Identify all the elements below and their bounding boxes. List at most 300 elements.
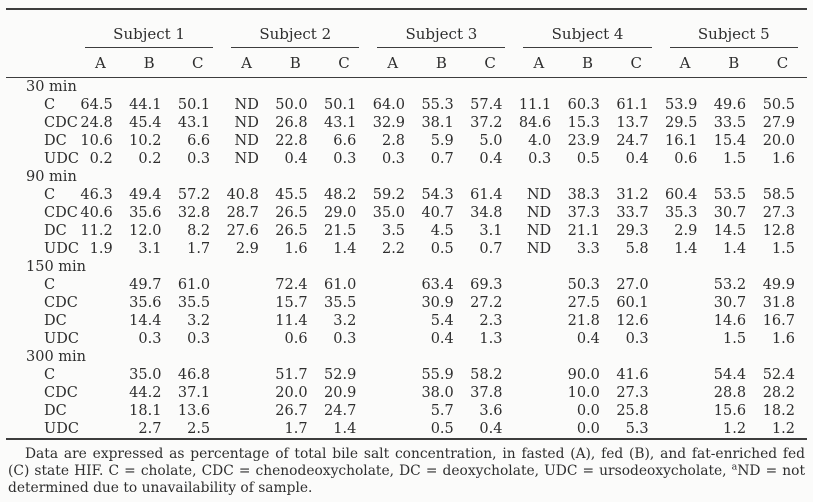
value-cell: 2.2 [381, 241, 406, 257]
value-cell [76, 276, 125, 294]
value-cell: 55.9 [421, 367, 454, 383]
value-cell: 1.9 [89, 241, 113, 257]
time-row [6, 78, 807, 97]
value-cell: 5.4 [430, 313, 454, 329]
value-cell: 2.7 [138, 421, 162, 437]
value-cell: 5.9 [430, 133, 454, 149]
value-cell: 63.4 [421, 277, 454, 293]
value-cell: 27.6 [226, 223, 259, 239]
value-cell: 27.2 [470, 295, 503, 311]
value-cell: ND [526, 241, 552, 257]
value-cell: 26.7 [275, 403, 308, 419]
time-row [6, 258, 807, 276]
value-cell: 14.6 [713, 313, 747, 329]
value-cell: 21.8 [567, 313, 600, 329]
value-cell: 1.4 [674, 241, 698, 257]
value-cell: 0.4 [625, 151, 649, 167]
subject-header [76, 10, 222, 48]
value-cell [368, 366, 417, 384]
bile-salt-label: C [44, 277, 56, 293]
value-cell: 0.5 [430, 421, 454, 437]
value-cell: 40.7 [421, 205, 454, 221]
value-cell: 35.0 [372, 205, 406, 221]
value-cell: 48.2 [324, 187, 357, 203]
subject-label: Subject 3 [377, 23, 505, 48]
value-cell [76, 402, 125, 420]
value-cell [76, 294, 125, 312]
state-column-header: B [563, 48, 612, 78]
subject-header [661, 10, 807, 48]
value-cell: 58.5 [762, 187, 795, 203]
bile-salt-label: UDC [44, 331, 79, 347]
value-cell [514, 366, 563, 384]
value-cell [222, 384, 271, 402]
value-cell: 57.2 [177, 187, 211, 203]
value-cell: 3.2 [187, 313, 211, 329]
table-row [6, 204, 807, 222]
table-bottom-rule [6, 438, 807, 440]
value-cell: 38.0 [421, 385, 454, 401]
footnote-superscript-marker: a [731, 461, 738, 473]
value-cell: 35.5 [324, 295, 357, 311]
value-cell: 57.4 [470, 97, 503, 113]
state-column-header: C [320, 48, 369, 78]
value-cell: 11.2 [80, 223, 113, 239]
value-cell: 11.4 [275, 313, 308, 329]
value-cell: 27.5 [567, 295, 600, 311]
bile-salt-label: UDC [44, 151, 79, 167]
value-cell: 1.4 [333, 241, 357, 257]
value-cell: 1.6 [284, 241, 308, 257]
value-cell: ND [234, 97, 259, 113]
value-cell: 54.4 [713, 367, 747, 383]
value-cell: 33.5 [713, 115, 747, 131]
bile-salt-label: DC [44, 223, 67, 239]
subject-label: Subject 5 [670, 23, 798, 48]
value-cell [76, 366, 125, 384]
state-column-header: A [661, 48, 710, 78]
value-cell [76, 330, 125, 348]
value-cell: 46.3 [80, 187, 113, 203]
footnote-text-before: Data are expressed as percentage of total bile salt concentration, in fasted (A), fed (B), and fat-enriched fed (C) state HIF. C = cholate, CDC = chenodeoxycholate, DC = deoxycholate, UDC = ursodeoxycholate, [8, 446, 805, 479]
value-cell: 0.5 [576, 151, 600, 167]
value-cell: 43.1 [324, 115, 357, 131]
value-cell: 3.1 [138, 241, 162, 257]
value-cell: 61.0 [324, 277, 357, 293]
value-cell: 0.4 [479, 151, 503, 167]
table-row [6, 330, 807, 348]
value-cell: 31.8 [762, 295, 795, 311]
value-cell: 37.2 [470, 115, 503, 131]
value-cell: 0.3 [187, 151, 211, 167]
value-cell: 10.2 [129, 133, 162, 149]
value-cell: 30.9 [421, 295, 454, 311]
time-row [6, 168, 807, 186]
value-cell: 53.9 [665, 97, 698, 113]
value-cell: 28.8 [713, 385, 747, 401]
bile-salt-label: CDC [44, 295, 78, 311]
value-cell: 14.4 [129, 313, 162, 329]
value-cell: 1.7 [284, 421, 308, 437]
value-cell: ND [526, 187, 552, 203]
value-cell: 3.5 [381, 223, 406, 239]
value-cell: 35.5 [177, 295, 211, 311]
state-column-header: C [758, 48, 807, 78]
value-cell: 0.3 [333, 331, 357, 347]
value-cell: 3.6 [479, 403, 503, 419]
value-cell: 1.3 [479, 331, 503, 347]
table-row [6, 420, 807, 438]
value-cell: 1.4 [333, 421, 357, 437]
value-cell: 0.7 [479, 241, 503, 257]
value-cell: 8.2 [187, 223, 211, 239]
value-cell: 37.8 [470, 385, 503, 401]
value-cell: 44.2 [129, 385, 162, 401]
value-cell: 32.9 [372, 115, 406, 131]
value-cell: 6.6 [333, 133, 357, 149]
value-cell: 10.6 [80, 133, 113, 149]
value-cell: 29.0 [324, 205, 357, 221]
value-cell: 0.0 [576, 403, 600, 419]
table-row [6, 222, 807, 240]
table-row [6, 186, 807, 204]
value-cell: 2.3 [479, 313, 503, 329]
value-cell: 60.3 [567, 97, 600, 113]
value-cell: 5.3 [625, 421, 649, 437]
value-cell: 38.1 [421, 115, 454, 131]
state-column-header: B [271, 48, 320, 78]
value-cell [222, 294, 271, 312]
value-cell: 1.2 [723, 421, 747, 437]
value-cell: 23.9 [567, 133, 600, 149]
value-cell: 28.2 [762, 385, 795, 401]
value-cell: 0.3 [333, 151, 357, 167]
value-cell [661, 276, 710, 294]
value-cell: 0.7 [430, 151, 454, 167]
value-cell [368, 294, 417, 312]
value-cell: 46.8 [177, 367, 211, 383]
value-cell: 1.6 [771, 331, 795, 347]
value-cell: 32.8 [177, 205, 211, 221]
value-cell: 21.1 [567, 223, 600, 239]
value-cell: 35.0 [129, 367, 162, 383]
value-cell: 50.3 [567, 277, 600, 293]
value-cell [368, 312, 417, 330]
subject-label: Subject 1 [85, 23, 213, 48]
value-cell: 35.6 [129, 295, 162, 311]
value-cell [661, 366, 710, 384]
value-cell [514, 402, 563, 420]
value-cell: ND [234, 115, 259, 131]
value-cell: 0.4 [576, 331, 600, 347]
bile-salt-label: UDC [44, 241, 79, 257]
value-cell: 0.3 [187, 331, 211, 347]
value-cell: 11.1 [518, 97, 552, 113]
value-cell: 0.3 [625, 331, 649, 347]
value-cell: 12.6 [616, 313, 649, 329]
subject-header [368, 10, 514, 48]
value-cell: 41.6 [616, 367, 649, 383]
value-cell: 16.7 [762, 313, 795, 329]
footnote-text-after: ND = not determined due to unavailability of sample. [8, 462, 805, 496]
subject-header-row [6, 10, 807, 48]
value-cell [222, 402, 271, 420]
value-cell: 0.6 [284, 331, 308, 347]
value-cell: 45.5 [275, 187, 308, 203]
value-cell: 16.1 [665, 133, 698, 149]
state-column-header: C [466, 48, 515, 78]
value-cell: 24.7 [324, 403, 357, 419]
table-row [6, 312, 807, 330]
value-cell: 27.3 [616, 385, 649, 401]
value-cell: 38.3 [567, 187, 600, 203]
value-cell: 13.6 [177, 403, 211, 419]
value-cell: 44.1 [129, 97, 162, 113]
table-row [6, 384, 807, 402]
table-row [6, 366, 807, 384]
value-cell: 43.1 [177, 115, 211, 131]
value-cell: 50.1 [324, 97, 357, 113]
bile-salt-label: DC [44, 313, 67, 329]
value-cell [514, 312, 563, 330]
value-cell: 2.9 [235, 241, 259, 257]
value-cell [514, 420, 563, 438]
value-cell: 40.8 [226, 187, 259, 203]
value-cell [661, 330, 710, 348]
corner-cell [6, 48, 76, 78]
value-cell: 31.2 [616, 187, 649, 203]
bile-salt-label: CDC [44, 385, 78, 401]
state-column-header: C [612, 48, 661, 78]
value-cell: 25.8 [616, 403, 649, 419]
value-cell: 21.5 [324, 223, 357, 239]
value-cell: 2.8 [381, 133, 406, 149]
value-cell: 50.5 [762, 97, 795, 113]
value-cell: 0.4 [430, 331, 454, 347]
value-cell: 5.0 [479, 133, 503, 149]
table-header [6, 10, 807, 78]
value-cell: 13.7 [616, 115, 649, 131]
value-cell: 3.3 [576, 241, 600, 257]
value-cell: 35.6 [129, 205, 162, 221]
value-cell: ND [234, 133, 259, 149]
value-cell: ND [234, 151, 259, 167]
value-cell [368, 402, 417, 420]
value-cell [76, 312, 125, 330]
value-cell: 30.7 [713, 205, 747, 221]
subject-header [514, 10, 660, 48]
value-cell: 61.0 [177, 277, 211, 293]
value-cell: 52.9 [324, 367, 357, 383]
state-column-header: B [709, 48, 758, 78]
value-cell: ND [526, 205, 552, 221]
value-cell: 0.0 [576, 421, 600, 437]
table-footnote [8, 446, 805, 496]
value-cell [661, 420, 710, 438]
value-cell: 12.8 [762, 223, 795, 239]
value-cell: 49.7 [129, 277, 162, 293]
value-cell: 0.4 [479, 421, 503, 437]
value-cell: 61.1 [616, 97, 649, 113]
value-cell [222, 366, 271, 384]
value-cell: 4.0 [528, 133, 552, 149]
value-cell: 27.0 [616, 277, 649, 293]
value-cell: 59.2 [372, 187, 406, 203]
value-cell: 60.1 [616, 295, 649, 311]
value-cell: 1.5 [723, 151, 747, 167]
bile-salt-label: CDC [44, 115, 78, 131]
value-cell [76, 420, 125, 438]
value-cell: 50.1 [177, 97, 211, 113]
value-cell: 20.0 [275, 385, 308, 401]
value-cell: 15.6 [713, 403, 747, 419]
value-cell: 64.5 [80, 97, 113, 113]
state-column-header: A [222, 48, 271, 78]
subject-label: Subject 2 [231, 23, 359, 48]
value-cell: 24.8 [80, 115, 113, 131]
subject-header [222, 10, 368, 48]
value-cell: 58.2 [470, 367, 503, 383]
state-column-header: B [417, 48, 466, 78]
value-cell: 18.2 [762, 403, 795, 419]
bile-salt-label: DC [44, 403, 67, 419]
value-cell: 40.6 [80, 205, 113, 221]
value-cell: 14.5 [713, 223, 747, 239]
value-cell: 12.0 [129, 223, 162, 239]
value-cell: 26.5 [275, 205, 308, 221]
value-cell: 27.3 [762, 205, 795, 221]
value-cell: 1.5 [771, 241, 795, 257]
value-cell [76, 384, 125, 402]
value-cell: 22.8 [275, 133, 308, 149]
value-cell: 60.4 [665, 187, 698, 203]
value-cell: 49.4 [129, 187, 162, 203]
table-row [6, 132, 807, 150]
value-cell: 29.5 [665, 115, 698, 131]
value-cell: 37.3 [567, 205, 600, 221]
value-cell [222, 312, 271, 330]
time-label: 150 min [26, 259, 87, 275]
corner-cell [6, 10, 76, 48]
time-label: 300 min [26, 349, 87, 365]
value-cell: 29.3 [616, 223, 649, 239]
value-cell: 15.7 [275, 295, 308, 311]
value-cell [222, 330, 271, 348]
value-cell: 20.0 [762, 133, 795, 149]
value-cell: 54.3 [421, 187, 454, 203]
value-cell: 69.3 [470, 277, 503, 293]
bile-salt-label: C [44, 187, 56, 203]
value-cell [368, 384, 417, 402]
value-cell: 0.5 [430, 241, 454, 257]
value-cell [661, 384, 710, 402]
table-row [6, 240, 807, 258]
state-column-header: A [514, 48, 563, 78]
value-cell: 27.9 [762, 115, 795, 131]
value-cell: 1.6 [771, 151, 795, 167]
value-cell [514, 276, 563, 294]
value-cell: 15.3 [567, 115, 600, 131]
value-cell: 26.5 [275, 223, 308, 239]
value-cell: 51.7 [275, 367, 308, 383]
value-cell: 37.1 [177, 385, 211, 401]
bile-salt-label: C [44, 367, 56, 383]
value-cell: 84.6 [518, 115, 552, 131]
value-cell: 1.2 [771, 421, 795, 437]
value-cell: 45.4 [129, 115, 162, 131]
time-label: 30 min [26, 79, 77, 95]
value-cell: 0.3 [138, 331, 162, 347]
value-cell [514, 330, 563, 348]
value-cell: 30.7 [713, 295, 747, 311]
value-cell: 20.9 [324, 385, 357, 401]
state-header-row [6, 48, 807, 78]
value-cell: 2.9 [674, 223, 698, 239]
value-cell [514, 384, 563, 402]
value-cell: 0.2 [138, 151, 162, 167]
value-cell: 6.6 [187, 133, 211, 149]
bile-salt-table [6, 10, 807, 438]
value-cell: 1.5 [723, 331, 747, 347]
value-cell [661, 312, 710, 330]
value-cell: 53.5 [713, 187, 747, 203]
value-cell: 3.2 [333, 313, 357, 329]
value-cell: 0.4 [284, 151, 308, 167]
value-cell: 28.7 [226, 205, 259, 221]
value-cell: 18.1 [129, 403, 162, 419]
value-cell: 49.6 [713, 97, 747, 113]
value-cell: 1.4 [723, 241, 747, 257]
value-cell: 26.8 [275, 115, 308, 131]
value-cell: 0.6 [674, 151, 698, 167]
time-label: 90 min [26, 169, 77, 185]
value-cell: 1.7 [187, 241, 211, 257]
bile-salt-label: UDC [44, 421, 79, 437]
value-cell: 55.3 [421, 97, 454, 113]
value-cell: 24.7 [616, 133, 649, 149]
state-column-header: C [173, 48, 222, 78]
state-column-header: A [76, 48, 125, 78]
value-cell: 2.5 [187, 421, 211, 437]
state-column-header: B [125, 48, 174, 78]
value-cell: 50.0 [275, 97, 308, 113]
table-row [6, 96, 807, 114]
time-row [6, 348, 807, 366]
value-cell: 5.7 [430, 403, 454, 419]
value-cell [222, 276, 271, 294]
subject-label: Subject 4 [523, 23, 651, 48]
bile-salt-label: DC [44, 133, 67, 149]
bile-salt-label: CDC [44, 205, 78, 221]
table-row [6, 402, 807, 420]
value-cell: 61.4 [470, 187, 503, 203]
value-cell [368, 276, 417, 294]
value-cell [661, 402, 710, 420]
value-cell: 53.2 [713, 277, 747, 293]
value-cell: 35.3 [665, 205, 698, 221]
value-cell: 33.7 [616, 205, 649, 221]
value-cell: 4.5 [430, 223, 454, 239]
table-body [6, 78, 807, 439]
value-cell: 0.3 [381, 151, 406, 167]
value-cell: 0.3 [528, 151, 552, 167]
value-cell [368, 330, 417, 348]
value-cell: 52.4 [762, 367, 795, 383]
value-cell: ND [526, 223, 552, 239]
value-cell: 15.4 [713, 133, 747, 149]
value-cell [514, 294, 563, 312]
value-cell [661, 294, 710, 312]
